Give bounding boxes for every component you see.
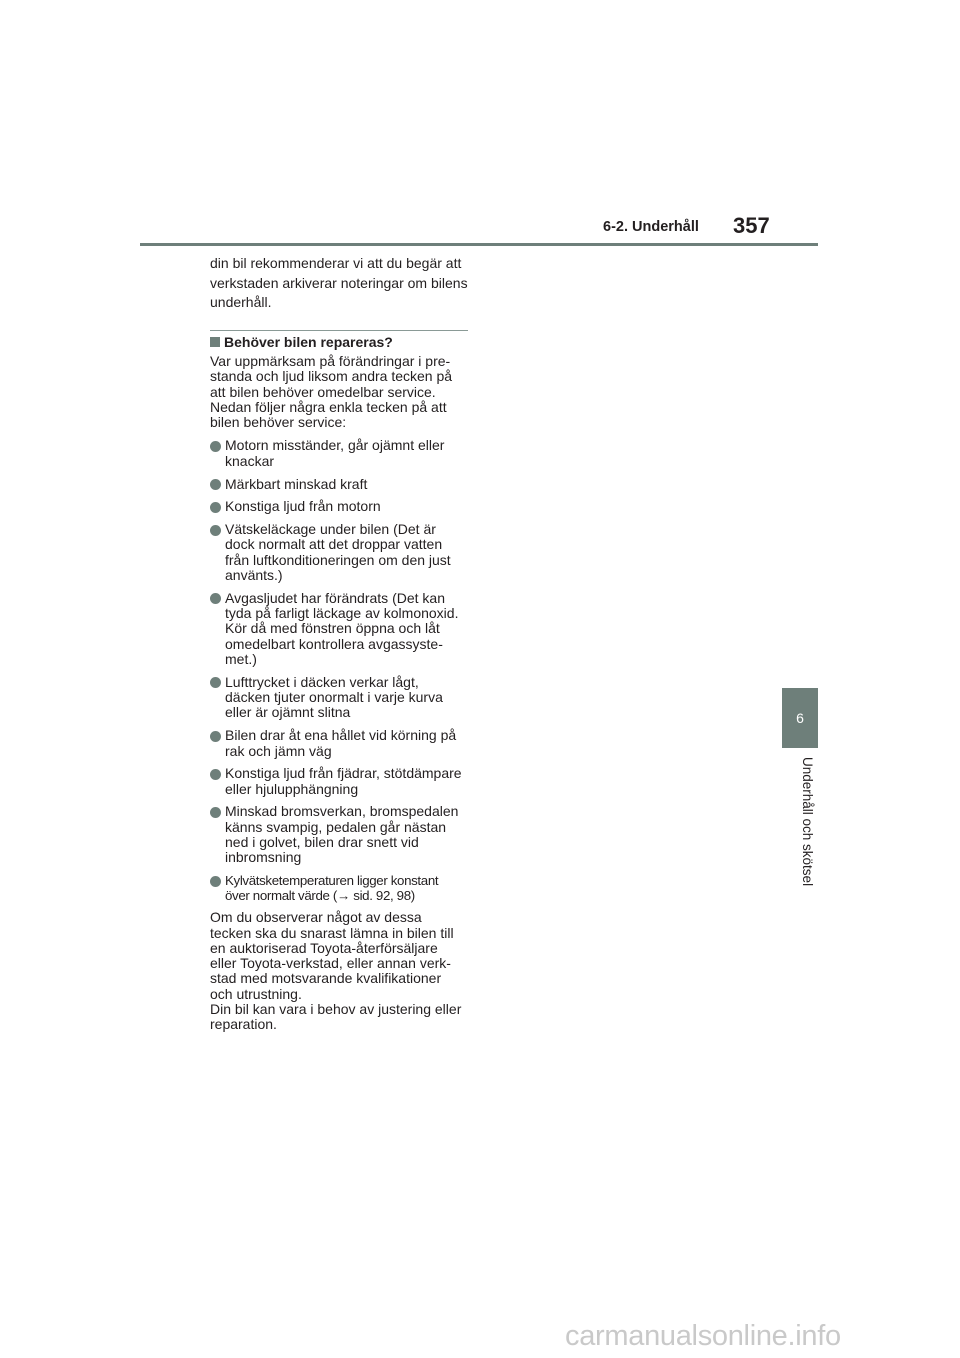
list-item-text: Vätskeläckage under bilen (Det är dock normalt att det droppar vatten från luftkonditioneringen om den just använts.) (225, 521, 451, 584)
list-item (210, 728, 472, 759)
list-item (210, 766, 472, 797)
circle-bullet-icon (210, 593, 221, 604)
circle-bullet-icon (210, 807, 221, 818)
list-item (210, 499, 472, 514)
list-item-text: Konstiga ljud från fjädrar, stötdämpare eller hjulupphängning (225, 765, 462, 797)
list-item (210, 477, 472, 492)
list-item (210, 804, 472, 865)
warning-sign-list (210, 438, 472, 903)
list-item-text: Lufttrycket i däcken verkar lågt, däcken tjuter onormalt i varje kurva eller är ojämnt slitna (225, 673, 443, 721)
list-item (210, 522, 472, 583)
chapter-title: Underhåll och skötsel (800, 757, 815, 887)
section-divider (210, 330, 468, 331)
page-number: 357 (733, 213, 770, 238)
square-bullet-icon (210, 337, 220, 347)
intro-paragraph: din bil rekommenderar vi att du begär att verkstaden arkiverar noteringar om bilens underhåll. (210, 255, 468, 310)
list-item-text: Konstiga ljud från motorn (225, 498, 381, 515)
list-item-text: Kylvätsketemperaturen ligger konstant över normalt värde (→ sid. 92, 98) (225, 873, 439, 904)
header-section-title: 6-2. Underhåll (603, 219, 699, 235)
circle-bullet-icon (210, 876, 221, 887)
chapter-tab[interactable] (782, 688, 818, 748)
header-divider (140, 243, 818, 246)
list-item-text: Bilen drar åt ena hållet vid körning på rak och jämn väg (225, 727, 457, 759)
list-item-text: Motorn misständer, går ojämnt eller knackar (225, 437, 445, 469)
list-item (210, 591, 472, 667)
circle-bullet-icon (210, 769, 221, 780)
section-paragraph: Var uppmärksam på förändringar i pre- standa och ljud liksom andra tecken på att bilen behöver omedelbar service. Nedan följer några enkla tecken på att bilen behöver service: (210, 353, 453, 431)
list-item-text: Minskad bromsverkan, bromspedalen känns svampig, pedalen går nästan ned i golvet, bilen drar snett vid inbromsning (225, 803, 459, 866)
circle-bullet-icon (210, 731, 221, 742)
list-item-text: Märkbart minskad kraft (225, 475, 368, 492)
list-item (210, 438, 472, 469)
list-item (210, 873, 472, 904)
section-heading (210, 334, 393, 350)
section-body (210, 354, 472, 1033)
list-item-text: Avgasljudet har förändrats (Det kan tyda på farligt läckage av kolmonoxid. Kör då med fönstren öppna och låt omedelbart kontrollera avgassyste- met.) (225, 589, 459, 668)
circle-bullet-icon (210, 502, 221, 513)
chapter-number: 6 (796, 710, 804, 726)
circle-bullet-icon (210, 441, 221, 452)
circle-bullet-icon (210, 479, 221, 490)
section-heading-text: Behöver bilen repareras? (224, 334, 393, 350)
list-item (210, 675, 472, 721)
circle-bullet-icon (210, 677, 221, 688)
watermark-text: carmanualsonline.info (565, 1320, 841, 1352)
circle-bullet-icon (210, 525, 221, 536)
closing-paragraph: Om du observerar något av dessa tecken ska du snarast lämna in bilen till en auktoriserad Toyota-återförsäljare eller Toyota-verkstad, eller annan verk- stad med motsvarande kvalifikationer och utrustning. Din bil kan vara i behov av justering eller reparation. (210, 909, 462, 1033)
